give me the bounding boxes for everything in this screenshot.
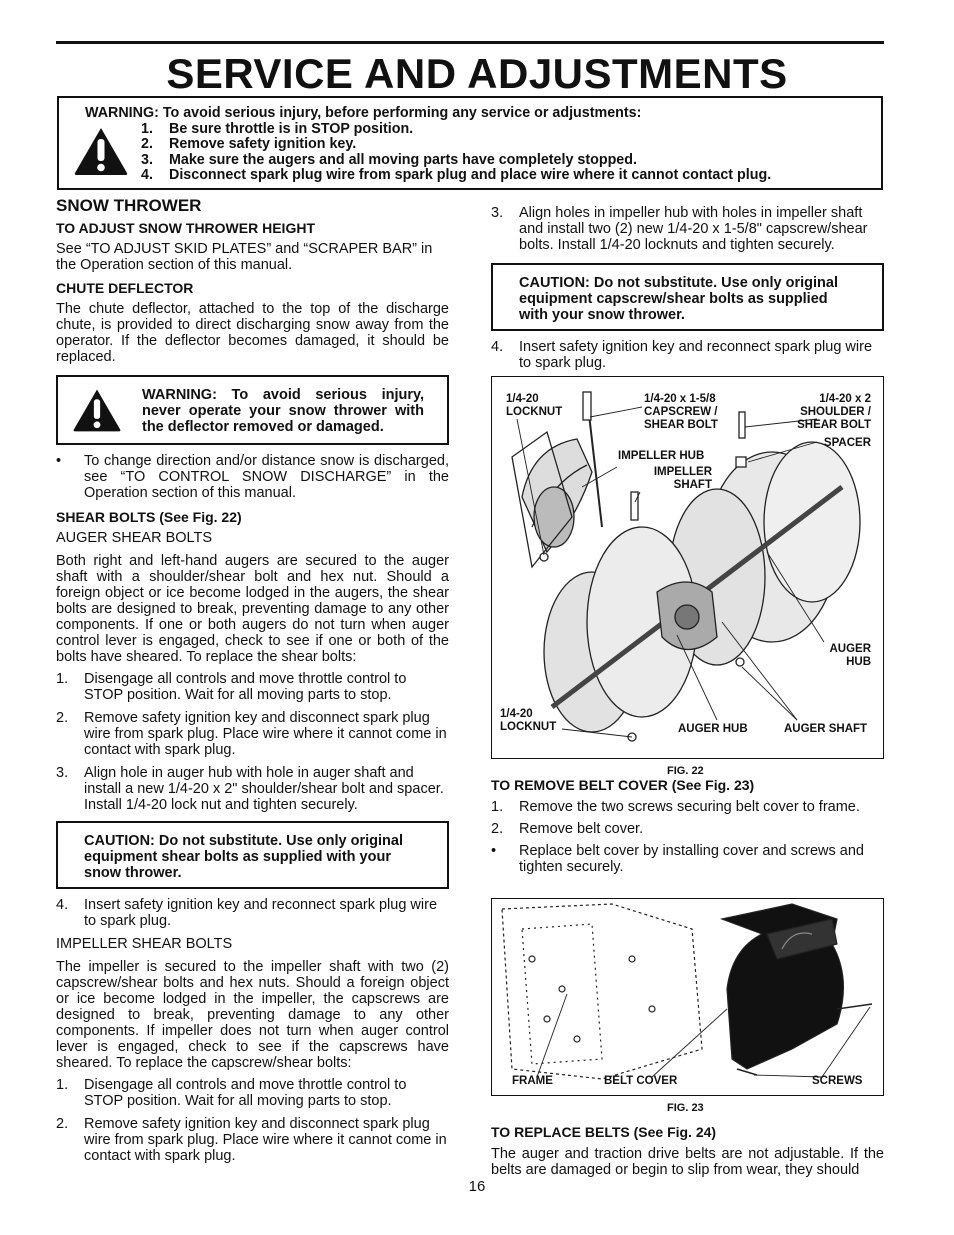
label-shoulder-bolt: 1/4-20 x 2 SHOULDER / SHEAR BOLT (797, 393, 871, 431)
heading-adjust-height: TO ADJUST SNOW THROWER HEIGHT (56, 220, 315, 236)
list-item: 2. Remove safety ignition key and disconnect spark plug wire from spark plug. Place wire where it cannot come in contact with spark plug. (56, 1116, 447, 1164)
paragraph-replace-belts: The auger and traction drive belts are not adjustable. If the belts are damaged or begin to slip from wear, they should (491, 1146, 884, 1178)
right-column (491, 205, 884, 371)
deflector-warning-box (56, 375, 449, 445)
heading-chute-deflector: CHUTE DEFLECTOR (56, 280, 194, 296)
label-spacer: SPACER (823, 437, 871, 449)
page-title: SERVICE AND ADJUSTMENTS (166, 50, 788, 97)
heading-remove-belt-cover: TO REMOVE BELT COVER (See Fig. 23) (491, 777, 755, 793)
subheading-impeller-shear-bolts: IMPELLER SHEAR BOLTS (56, 936, 233, 952)
paragraph-auger-shear: Both right and left-hand augers are secured to the auger shaft with a shoulder/shear bolt and hex nut. Should a foreign object or ice become lodged in the augers, the shear bolts are designed to break, preventing damage to any other components. If one or both augers do not turn when auger control lever is engaged, check to see if one or both of the bolts have sheared. To replace the shear bolts: (56, 553, 449, 665)
deflector-warning-text: WARNING: To avoid serious injury, never operate your snow thrower with the deflector removed or damaged. (142, 387, 424, 435)
paragraph-chute-deflector: The chute deflector, attached to the top of the discharge chute, is provided to direct discharging snow away from the operator. If the deflector becomes damaged, it should be replaced. (56, 301, 449, 365)
label-locknut-bottom: 1/4-20 LOCKNUT (500, 708, 557, 733)
paragraph-adjust-height: See “TO ADJUST SKID PLATES” and “SCRAPER BAR” in the Operation section of this manual. (56, 241, 433, 273)
list-item: • Replace belt cover by installing cover and screws and tighten securely. (491, 843, 864, 875)
top-rule (56, 41, 884, 44)
list-item: 3. Align hole in auger hub with hole in auger shaft and install a new 1/4-20 x 2" shoulder/shear bolt and spacer. Install 1/4-20 lock nut and tighten securely. (56, 765, 444, 813)
warning-list-item: 2. Remove safety ignition key. (141, 136, 357, 152)
label-auger-shaft: AUGER SHAFT (784, 723, 868, 735)
warning-triangle-icon (72, 387, 122, 433)
right-column-bottom (491, 1124, 884, 1178)
label-impeller-hub: IMPELLER HUB (618, 450, 705, 462)
list-item: 1. Disengage all controls and move throttle control to STOP position. Wait for all moving parts to stop. (56, 1077, 407, 1109)
warning-list-item: 4. Disconnect spark plug wire from spark plug and place wire where it cannot contact plug. (141, 167, 772, 183)
label-capscrew: 1/4-20 x 1-5/8 CAPSCREW / SHEAR BOLT (644, 393, 718, 431)
page-number: 16 (468, 1178, 486, 1195)
label-frame: FRAME (512, 1075, 553, 1087)
label-auger-hub-right: AUGER HUB (829, 643, 871, 668)
label-impeller-shaft: IMPELLER SHAFT (653, 466, 712, 491)
right-column-lower (491, 777, 884, 881)
figure-22 (491, 376, 884, 759)
section-snow-thrower: SNOW THROWER (56, 196, 202, 215)
figure-23 (491, 898, 884, 1096)
list-item: 1. Remove the two screws securing belt cover to frame. (491, 799, 860, 815)
top-warning-heading: WARNING: To avoid serious injury, before performing any service or adjustments: (85, 105, 642, 121)
belt-cover-diagram (492, 899, 882, 1094)
fig22-caption: FIG. 22 (667, 765, 704, 777)
shear-bolt-diagram (492, 377, 882, 757)
list-item: 1. Disengage all controls and move throttle control to STOP position. Wait for all moving parts to stop. (56, 671, 407, 703)
left-column (56, 198, 449, 1171)
list-item: 2. Remove safety ignition key and disconnect spark plug wire from spark plug. Place wire where it cannot come in contact with spark plug. (56, 710, 447, 758)
list-item: 4. Insert safety ignition key and reconnect spark plug wire to spark plug. (56, 897, 438, 929)
list-item: 2. Remove belt cover. (491, 821, 644, 837)
top-warning-box (57, 96, 883, 190)
fig23-caption: FIG. 23 (667, 1102, 704, 1114)
subheading-auger-shear-bolts: AUGER SHEAR BOLTS (56, 530, 213, 546)
label-locknut-top: 1/4-20 LOCKNUT (506, 393, 563, 418)
heading-replace-belts: TO REPLACE BELTS (See Fig. 24) (491, 1124, 717, 1140)
list-item: 3. Align holes in impeller hub with holes in impeller shaft and install two (2) new 1/4-20 x 1-5/8" capscrew/shear bolts. Install 1/4-20 locknuts and tighten securely. (491, 205, 868, 253)
heading-shear-bolts: SHEAR BOLTS (See Fig. 22) (56, 509, 242, 525)
warning-list-item: 3. Make sure the augers and all moving parts have completely stopped. (141, 151, 637, 168)
auger-caution-box: CAUTION: Do not substitute. Use only original equipment shear bolts as supplied with your snow thrower. (56, 821, 449, 889)
label-auger-hub: AUGER HUB (678, 723, 748, 735)
list-item: 4. Insert safety ignition key and reconnect spark plug wire to spark plug. (491, 339, 873, 371)
warning-list-item: 1. Be sure throttle is in STOP position. (141, 120, 414, 137)
paragraph-impeller-shear: The impeller is secured to the impeller shaft with two (2) capscrew/shear bolts and hex nuts. Should a foreign object or ice become lodged in the impeller, the capscrews are designed to break, preventing damage to any other components. If impeller does not turn when auger control lever is engaged, check to see if the capscrews have sheared. To replace the capscrew/shear bolts: (56, 959, 449, 1071)
list-item: • To change direction and/or distance snow is discharged, see “TO CONTROL SNOW DISCHARGE” in the Operation section of this manual. (56, 453, 449, 501)
label-belt-cover: BELT COVER (604, 1075, 678, 1087)
label-screws: SCREWS (812, 1075, 863, 1087)
impeller-caution-box: CAUTION: Do not substitute. Use only original equipment capscrew/shear bolts as supplied with your snow thrower. (491, 263, 884, 331)
